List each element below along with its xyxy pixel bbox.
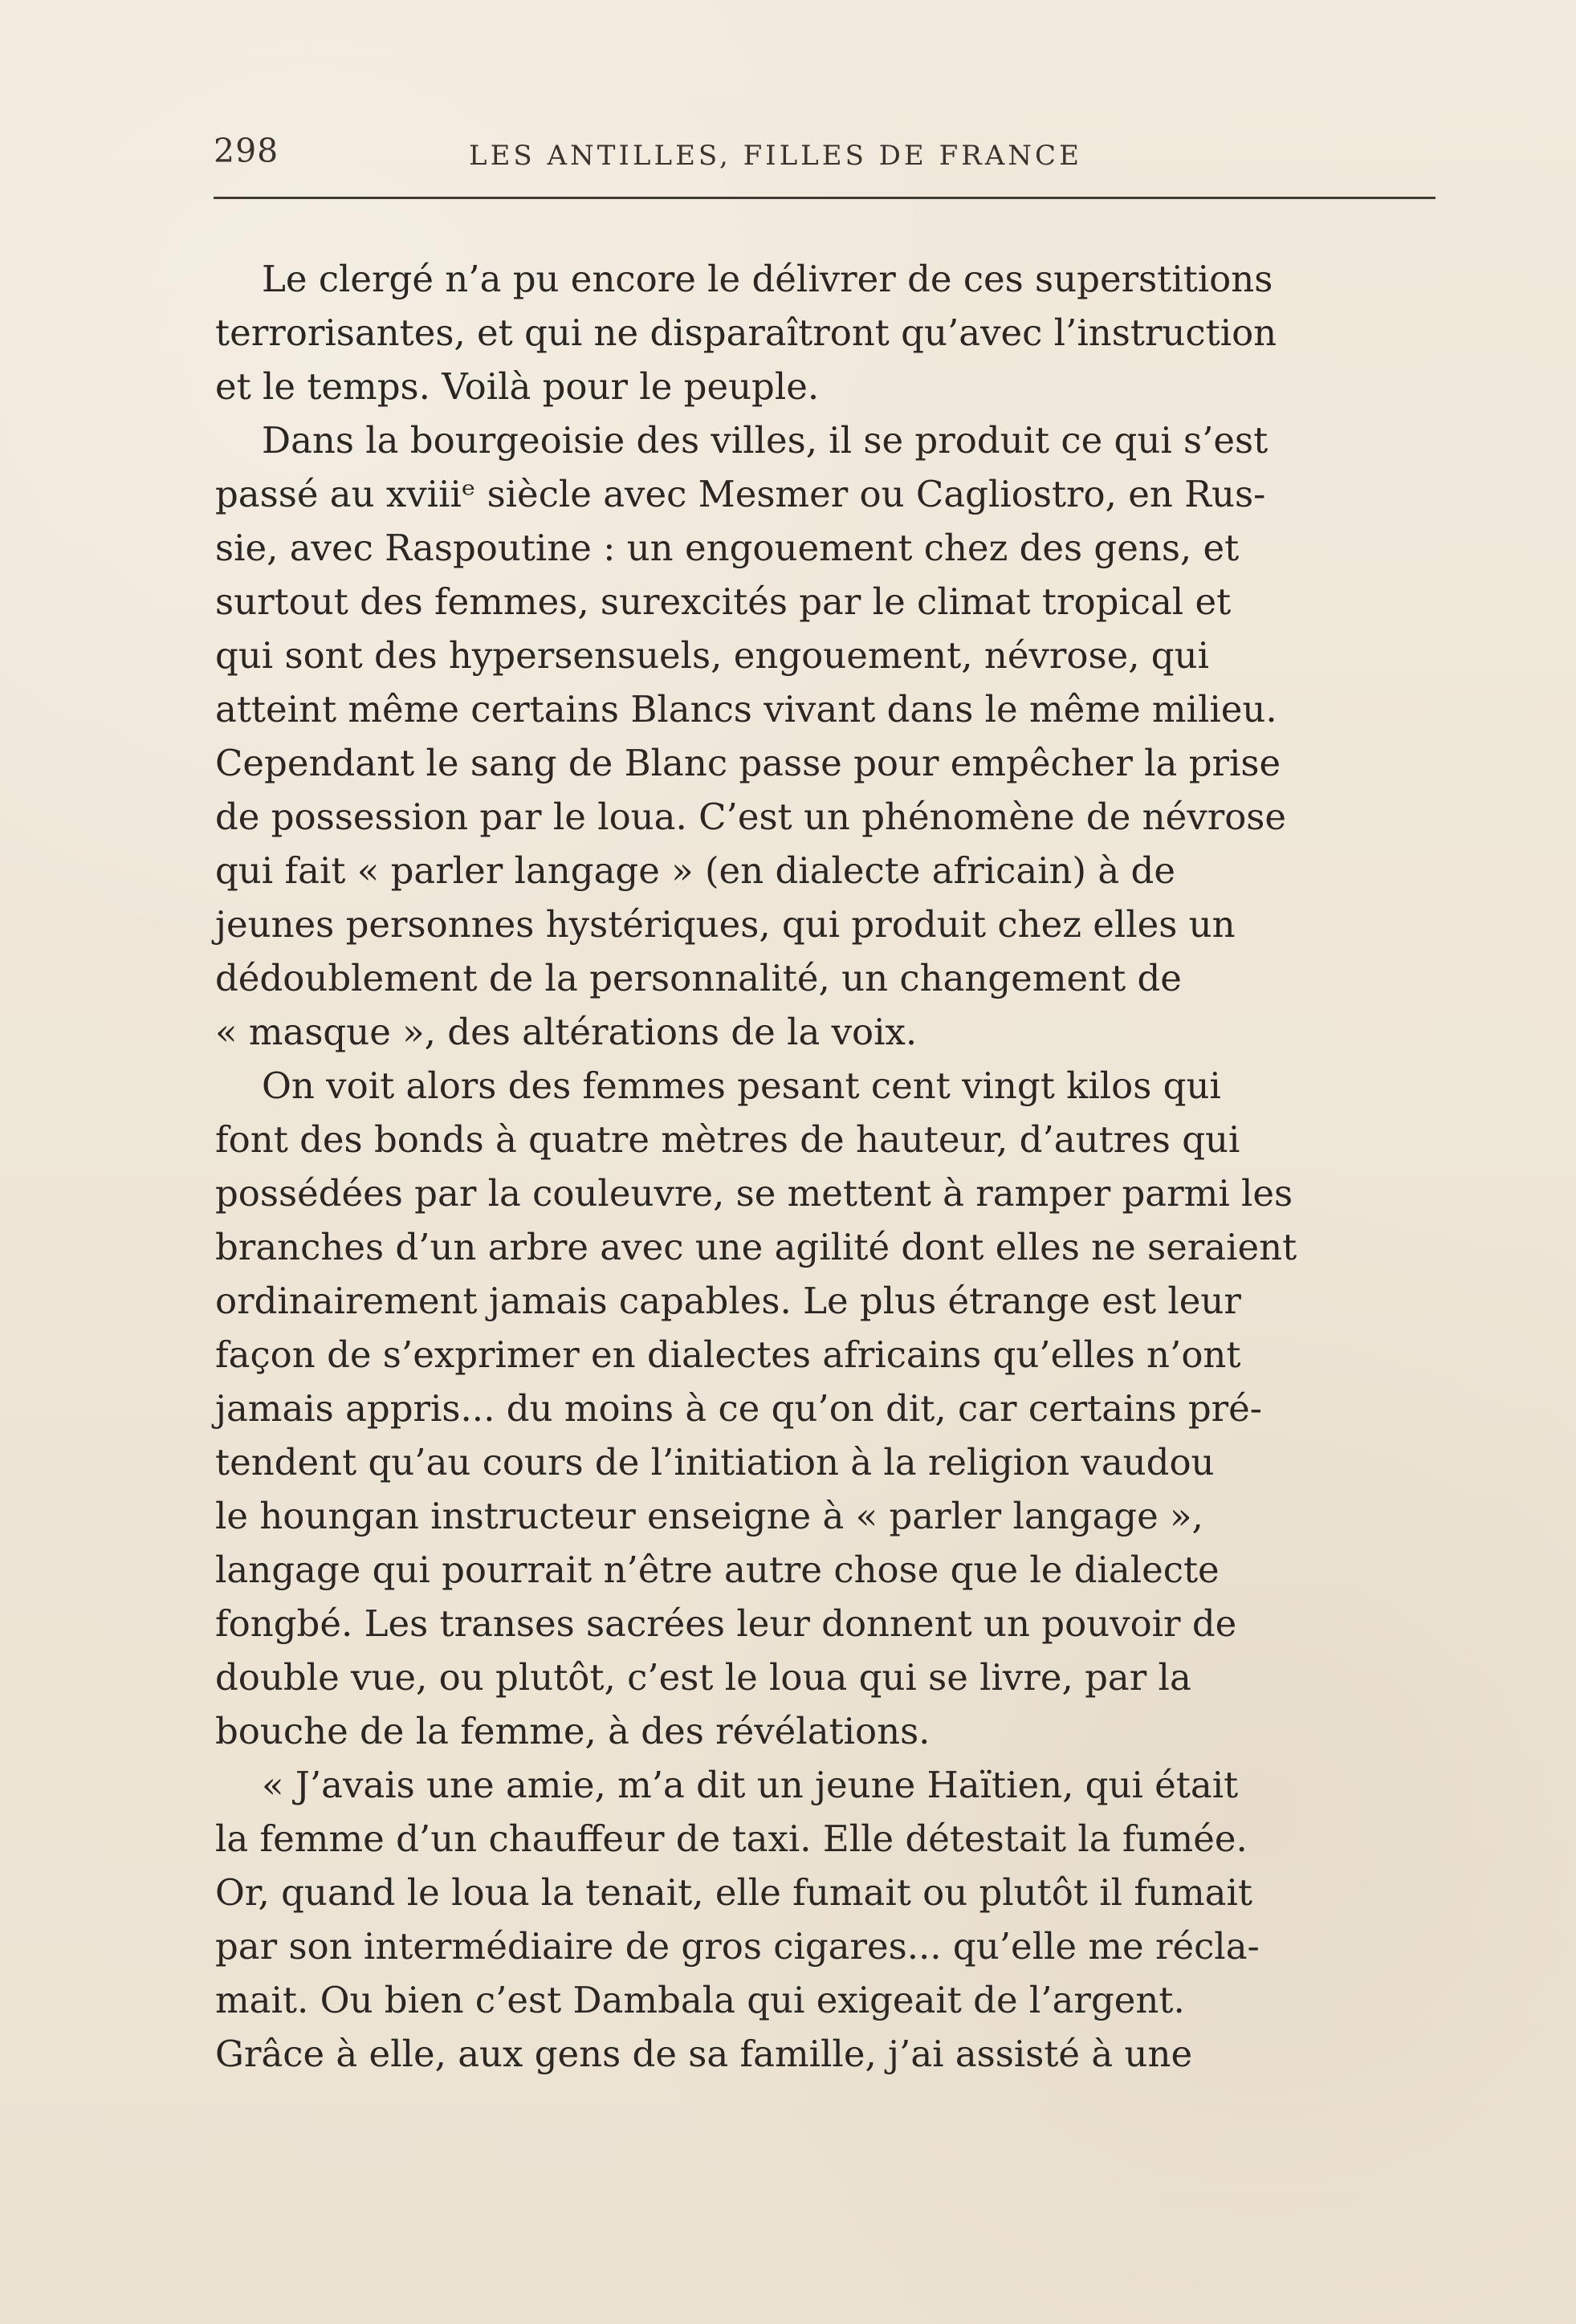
text-line: terrorisantes, et qui ne disparaîtront qu’avec l’instruction [215,311,1277,354]
text-line: branches d’un arbre avec une agilité dont elles ne seraient [215,1226,1297,1268]
text-line: qui sont des hypersensuels, engouement, névrose, qui [215,634,1209,677]
text-line: « masque », des altérations de la voix. [215,1011,918,1053]
text-line: « J’avais une amie, m’a dit un jeune Haïtien, qui était [262,1764,1239,1806]
page-header [214,128,1434,193]
running-title: LES ANTILLES, FILLES DE FRANCE [469,140,1082,172]
text-line: la femme d’un chauffeur de taxi. Elle détestait la fumée. [215,1817,1248,1860]
body-text [215,252,1436,2081]
text-line: dédoublement de la personnalité, un changement de [215,957,1182,999]
text-line: mait. Ou bien c’est Dambala qui exigeait de l’argent. [215,1979,1185,2021]
text-line: fongbé. Les transes sacrées leur donnent un pouvoir de [215,1602,1237,1645]
text-line: Or, quand le loua la tenait, elle fumait ou plutôt il fumait [215,1871,1252,1914]
text-line: double vue, ou plutôt, c’est le loua qui se livre, par la [215,1656,1191,1699]
header-rule [214,197,1436,199]
text-line: possédées par la couleuvre, se mettent à ramper parmi les [215,1172,1293,1215]
text-line: sie, avec Raspoutine : un engouement chez des gens, et [215,527,1240,569]
text-line: passé au xviiiᵉ siècle avec Mesmer ou Cagliostro, en Rus- [215,473,1266,515]
text-line: surtout des femmes, surexcités par le climat tropical et [215,580,1232,623]
text-line: qui fait « parler langage » (en dialecte africain) à de [215,849,1175,892]
text-line: ordinairement jamais capables. Le plus étrange est leur [215,1280,1241,1322]
page-number: 298 [214,132,279,170]
text-line: le houngan instructeur enseigne à « parler langage », [215,1495,1203,1537]
text-line: jeunes personnes hystériques, qui produit chez elles un [215,903,1236,946]
text-line: jamais appris... du moins à ce qu’on dit, car certains pré- [215,1387,1263,1430]
text-line: atteint même certains Blancs vivant dans le même milieu. [215,688,1277,731]
text-line: Grâce à elle, aux gens de sa famille, j’ai assisté à une [215,2033,1193,2075]
text-line: et le temps. Voilà pour le peuple. [215,365,820,408]
text-line: Le clergé n’a pu encore le délivrer de ces superstitions [262,258,1273,300]
text-line: Dans la bourgeoisie des villes, il se produit ce qui s’est [262,419,1269,462]
text-line: langage qui pourrait n’être autre chose que le dialecte [215,1549,1220,1591]
text-line: font des bonds à quatre mètres de hauteur, d’autres qui [215,1118,1240,1161]
text-line: Cependant le sang de Blanc passe pour empêcher la prise [215,742,1281,784]
text-line: de possession par le loua. C’est un phénomène de névrose [215,796,1287,838]
text-line: bouche de la femme, à des révélations. [215,1710,931,1752]
text-line: par son intermédiaire de gros cigares... qu’elle me récla- [215,1925,1260,1968]
text-line: tendent qu’au cours de l’initiation à la religion vaudou [215,1441,1215,1484]
text-line: On voit alors des femmes pesant cent vingt kilos qui [262,1064,1221,1107]
text-line: façon de s’exprimer en dialectes africains qu’elles n’ont [215,1333,1241,1376]
